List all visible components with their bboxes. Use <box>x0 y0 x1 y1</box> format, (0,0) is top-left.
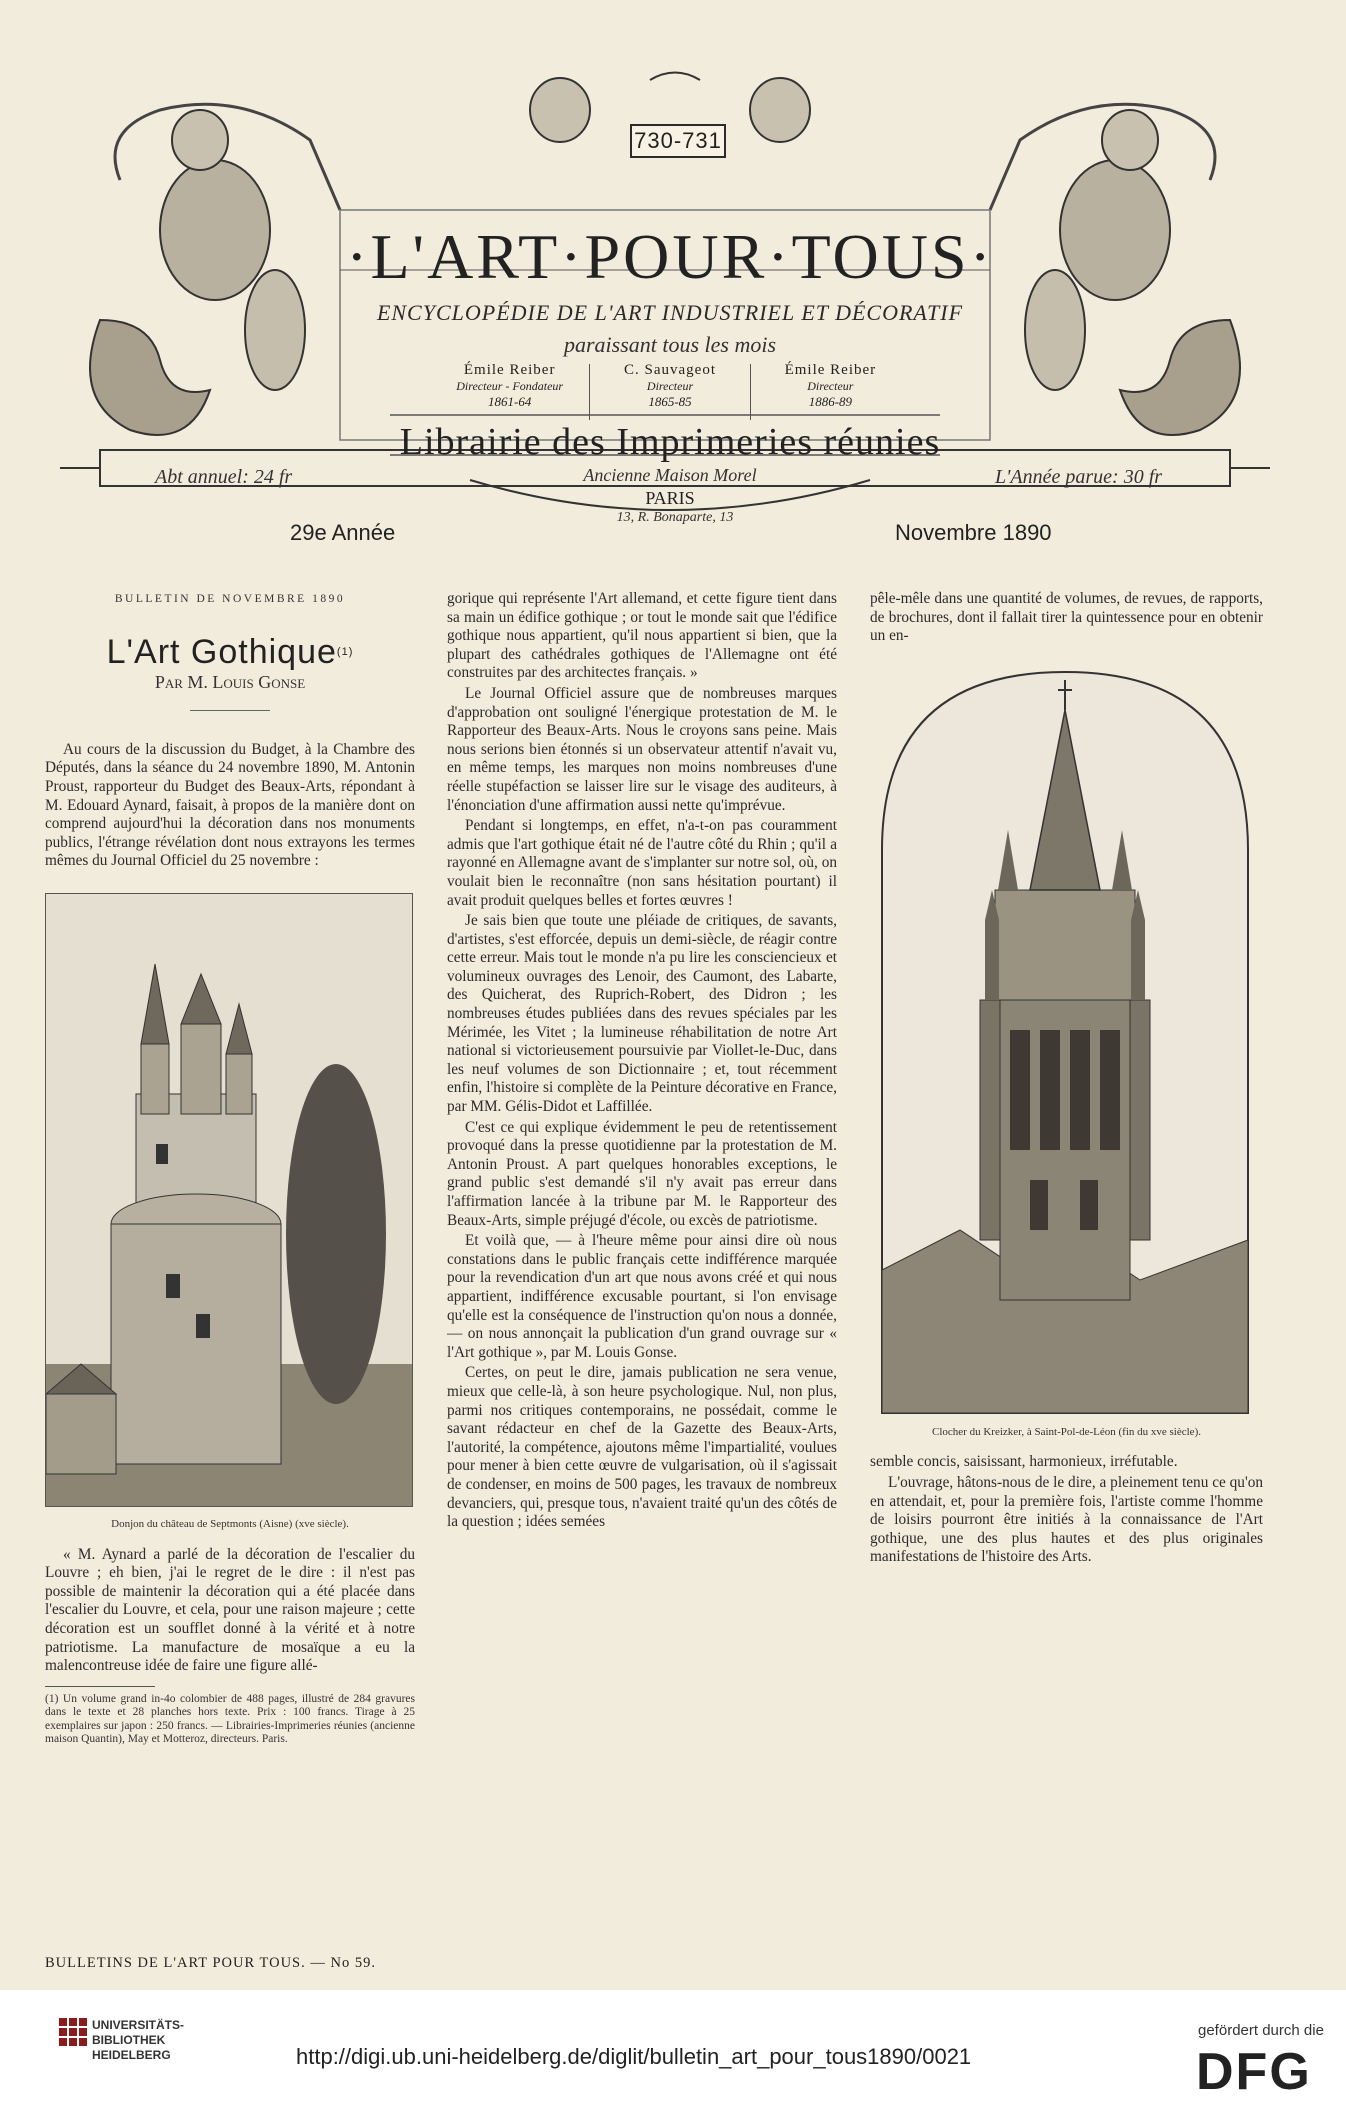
paragraph: Pendant si longtemps, en effet, n'a-t-on pas couramment admis que l'art gothique était né de l'autre côté du Rhin ; qu'il a rayonné en Allemagne avant de s'implanter sur notre sol, où, on voulait bien le reconnaître (non sans hésitation pourtant) il avait produit quelques belles et fortes œuvres ! <box>447 817 837 909</box>
divider <box>190 710 270 711</box>
publisher-sub: Ancienne Maison Morel <box>583 465 757 485</box>
paragraph: gorique qui représente l'Art allemand, et cette figure tient dans sa main un édifice gothique ; or tout le monde sait que l'édifice gothique nous appartient, qu'il nous appartient si bien, que la plupart des cathédrales gothiques de l'Allemagne ont été construites par des architectes français. » <box>447 590 837 682</box>
figure-kreizker-belltower <box>880 670 1250 1415</box>
publisher: Librairie des Imprimeries réunies <box>399 421 941 463</box>
journal-title: ·L'ART·POUR·TOUS· <box>346 221 994 292</box>
paragraph: Et voilà que, — à l'heure même pour ainsi dire où nous constations dans le public français cette indifférence marquée pour la revendication d'un art que nous avons créé et qui nous appartient, indifférence excusable pourtant, si l'on envisage qu'elle est la conséquence de l'instruction qu'on nous a donnée, — on nous annonçait la publication d'un grand ouvrage sur « l'Art gothique », par M. Louis Gonse. <box>447 1232 837 1361</box>
director-years: 1861-64 <box>488 394 532 409</box>
paragraph: Certes, on peut le dire, jamais publication ne sera venue, mieux que celle-là, à son heure psychologique. Nul, non plus, parmi nos critiques contemporains, ne possédait, comme le savant rédacteur en chef de la Gazette des Beaux-Arts, l'autorité, la compétence, ajoutons même l'impartialité, voulues pour mener à bien cette œuvre de vulgarisation, où il s'agissait de condenser, en moins de 500 pages, les travaux de nombreux devanciers, qui, presque tous, n'avaient traité qu'un des côtés de la question ; idées semées <box>447 1364 837 1531</box>
paragraph: pêle-mêle dans une quantité de volumes, de revues, de rapports, de brochures, dont il fallait tirer la quintessence pour en obtenir un en- <box>870 590 1263 645</box>
paragraph: « M. Aynard a parlé de la décoration de l'escalier du Louvre ; eh bien, j'ai le regret de le dire : il n'est pas possible de maintenir la décoration qui a été placée dans l'escalier du Louvre, et cela, pour une raison majeure ; cette décoration est un soufflet donné à la vérité et à notre patriotisme. La manufacture de mosaïque a eu la malencontreuse idée de faire une figure allé- <box>45 1545 415 1675</box>
director-years: 1865-85 <box>648 394 692 409</box>
paragraph: C'est ce qui explique évidemment le peu de retentissement provoqué dans la presse quotidienne par la protestation de M. Antonin Proust. A part quelques honorables exceptions, le grand public s'est demandé s'il n'y avait pas erreur dans l'affirmation lancée à la tribune par M. le Rapporteur des Beaux-Arts, simple préjugé d'école, ou excès de patriotisme. <box>447 1118 837 1229</box>
directors <box>430 362 910 420</box>
paragraph: Au cours de la discussion du Budget, à la Chambre des Députés, dans la séance du 24 novembre 1890, M. Antonin Proust, rapporteur du Budget des Beaux-Arts, répondant à M. Edouard Aynard, faisait, à propos de la manière dont on comprend aujourd'hui la décoration dans nos monuments publics, l'étrange révélation dont nous extrayons les termes mêmes du Journal Officiel du 25 novembre : <box>45 740 415 870</box>
viewer-footer <box>0 1990 1346 2108</box>
library-line: HEIDELBERG <box>92 2048 171 2062</box>
month-label: Novembre 1890 <box>895 520 1052 545</box>
journal-subtitle: ENCYCLOPÉDIE DE L'ART INDUSTRIEL ET DÉCORATIF <box>376 300 964 325</box>
figure-septmonts-keep <box>45 893 413 1507</box>
page-footer: BULLETINS DE L'ART POUR TOUS. — No 59. <box>45 1955 376 1971</box>
director-1 <box>430 362 589 420</box>
figure-caption: Clocher du Kreizker, à Saint-Pol-de-Léon (fin du xve siècle). <box>932 1425 1201 1438</box>
publisher-city: PARIS <box>645 488 695 508</box>
periodicity: paraissant tous les mois <box>563 332 777 357</box>
bulletin-heading: BULLETIN DE NOVEMBRE 1890 <box>114 593 346 605</box>
footnote: (1) Un volume grand in-4o colombier de 488 pages, illustré de 284 gravures dans le texte et 28 planches hors texte. Prix : 100 francs. Tirage à 25 exemplaires sur japon : 250 francs. — Librairies-Imprimeries réunies (ancienne maison Quantin), May et Motteroz, directeurs. Paris. <box>45 1692 415 1745</box>
column-1 <box>45 590 415 1746</box>
price-year: L'Année parue: 30 fr <box>995 466 1163 488</box>
belltower-illustration <box>880 670 1250 1415</box>
castle-illustration <box>46 894 412 1506</box>
footnote-mark: (1) <box>336 645 354 658</box>
publisher-address: 13, R. Bonaparte, 13 <box>616 510 734 525</box>
price-annual: Abt annuel: 24 fr <box>155 466 293 488</box>
issue-number: 730-731 <box>630 124 726 158</box>
column-3 <box>870 590 1263 1569</box>
article-title-text: L'Art Gothique <box>106 632 337 671</box>
director-role: Directeur - Fondateur <box>456 379 564 393</box>
article-title <box>45 632 415 671</box>
dfg-logo: DFG <box>1196 2043 1312 2101</box>
library-line: BIBLIOTHEK <box>92 2033 166 2047</box>
permalink-url[interactable]: http://digi.ub.uni-heidelberg.de/diglit/bulletin_art_pour_tous1890/0021 <box>296 2044 972 2069</box>
paragraph: Le Journal Officiel assure que de nombreuses marques d'approbation ont souligné l'énergique protestation de M. le Rapporteur des Beaux-Arts. Nous le croyons sans peine. Mais nous serions bien étonnés si un observateur attentif n'avait vu, en même temps, les marques non moins nombreuses d'une réelle stupéfaction se laisser lire sur le visage des auditeurs, à l'énonciation d'une affirmation aussi nette qu'imprévue. <box>447 684 837 814</box>
director-name: C. Sauvageot <box>624 362 717 378</box>
director-role: Directeur <box>807 379 854 393</box>
library-line: UNIVERSITÄTS- <box>92 2018 185 2032</box>
funded-by-label: gefördert durch die <box>1198 2022 1324 2039</box>
paragraph: semble concis, saisissant, harmonieux, irréfutable. <box>870 1453 1178 1471</box>
library-name <box>92 2018 184 2063</box>
director-2 <box>590 362 749 420</box>
director-role: Directeur <box>646 379 694 393</box>
divider <box>45 1686 155 1687</box>
article-byline: Par M. Louis Gonse <box>154 672 306 693</box>
paragraph: Je sais bien que toute une pléiade de critiques, de savants, d'artistes, s'est efforcée, depuis un demi-siècle, de réagir contre cette erreur. Mais tout le monde n'a pu lire les consciencieux et volumineux ouvrages des Lenoir, des Caumont, des Labarte, des Quicherat, des Ruprich-Robert, des Didron ; les nombreuses études publiées dans des revues spéciales par les Mérimée, les Vitet ; la lumineuse réhabilitation de notre Art national si victorieusement poursuivie par Viollet-le-Duc, dans les neuf volumes de son Dictionnaire ; et, tout récemment enfin, l'histoire si complète de la Peinture décorative en France, par MM. Gélis-Didot et Laffillée. <box>447 912 837 1116</box>
column-2 <box>447 590 837 1534</box>
director-years: 1886-89 <box>808 394 853 409</box>
director-3 <box>751 362 910 420</box>
year-label: 29e Année <box>290 520 396 545</box>
director-name: Émile Reiber <box>463 362 556 378</box>
director-name: Émile Reiber <box>784 362 877 378</box>
paragraph: L'ouvrage, hâtons-nous de le dire, a pleinement tenu ce qu'on en attendait, et, pour la première fois, l'artiste comme l'homme de loisirs pourront être initiés à la connaissance de l'Art gothique, une des plus hautes et des plus originales manifestations de l'histoire des Arts. <box>870 1473 1263 1566</box>
masthead <box>40 70 1290 540</box>
figure-caption: Donjon du château de Septmonts (Aisne) (xve siècle). <box>111 1517 349 1530</box>
